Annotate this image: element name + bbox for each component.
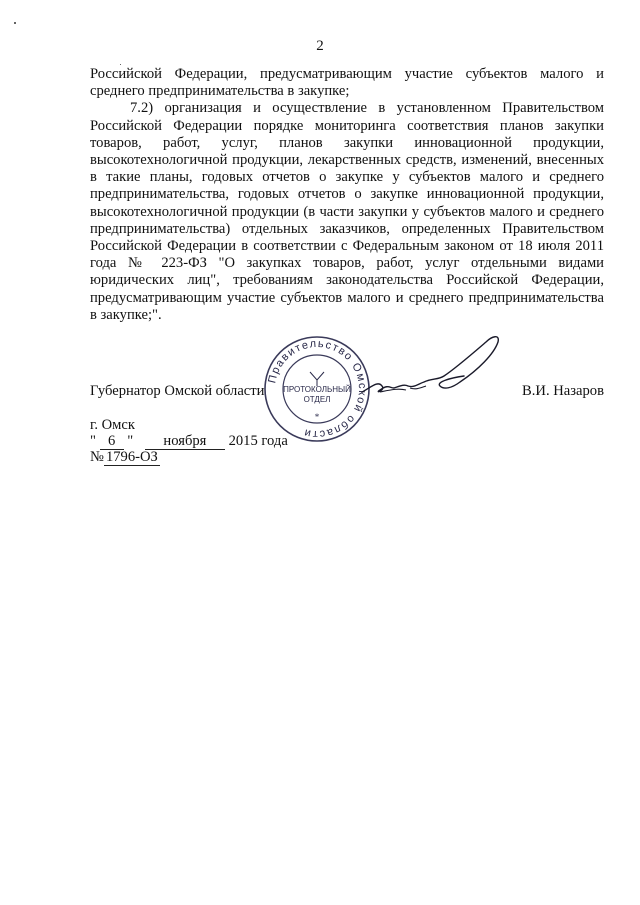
document-body [90, 66, 604, 324]
signer-position: Губернатор Омской области [90, 383, 265, 399]
stamp-center-line-1: ПРОТОКОЛЬНЫЙ [283, 385, 351, 394]
page-number: 2 [316, 38, 324, 54]
date-line [90, 433, 288, 450]
city: г. Омск [90, 417, 135, 433]
paragraph-continuation: Российской Федерации, предусматривающим участие субъектов малого и среднего предпринимательства в закупке; [90, 66, 604, 100]
scan-speck [120, 64, 121, 65]
date-close-quote: " [127, 433, 134, 449]
law-number-line [90, 449, 160, 466]
date-open-quote: " [90, 433, 96, 449]
scan-speck [14, 22, 16, 24]
official-stamp [262, 334, 372, 444]
date-month: ноября [145, 434, 225, 450]
handwritten-signature [360, 330, 510, 405]
stamp-ring-text: Правительство Омской области [266, 337, 369, 441]
number-sign: № [90, 449, 104, 465]
paragraph-7-2: 7.2) организация и осуществление в установленном Правительством Российской Федерации порядке мониторинга соответствия планов закупки товаров, работ, услуг, планов закупки инновационной продукции, высокотехнологичной продукции, лекарственных средств, изменений, внесенных в такие планы, годовых отчетов о закупке у субъектов малого и среднего предпринимательства, годовых отчетов о закупке инновационной продукции, высокотехнологичной продукции (в части закупки у субъектов малого и среднего предпринимательства) отдельных заказчиков, определенных Правительством Российской Федерации в соответствии с Федеральным законом от 18 июля 2011 года № 223-ФЗ "О закупках товаров, работ, услуг отдельными видами юридических лиц", требованиям законодательства Российской Федерации, предусматривающим участие субъектов малого и среднего предпринимательства в закупке;". [90, 100, 604, 323]
date-day: 6 [100, 434, 124, 450]
signer-name: В.И. Назаров [522, 383, 604, 399]
svg-text:*: * [314, 412, 320, 422]
date-year: 2015 года [228, 433, 288, 449]
law-number: 1796-ОЗ [105, 449, 158, 465]
stamp-center-line-2: ОТДЕЛ [303, 395, 331, 404]
